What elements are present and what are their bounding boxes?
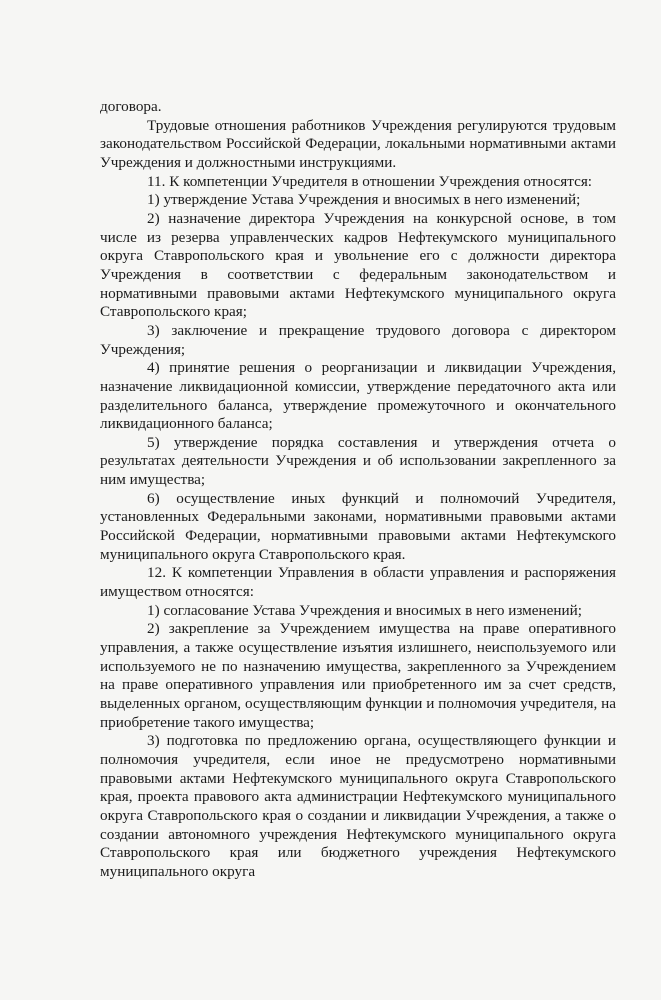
paragraph-item-11: 11. К компетенции Учредителя в отношении Учреждения относятся: (147, 172, 593, 190)
paragraph-item-12-1: 1) согласование Устава Учреждения и вносимых в него изменений; (147, 601, 582, 619)
document-page (100, 98, 616, 882)
paragraph-labor-relations: Трудовые отношения работников Учреждения регулируются трудовым законодательством Российской Федерации, локальными нормативными актами Учреждения и должностными инструкциями. (100, 116, 616, 171)
paragraph-item-12: 12. К компетенции Управления в области управления и распоряжения имуществом относятся: (100, 564, 616, 601)
paragraph-item-11-3: 3) заключение и прекращение трудового договора с директором Учреждения; (100, 321, 616, 358)
paragraph-item-11-2: 2) назначение директора Учреждения на конкурсной основе, в том числе из резерва управленческих кадров Нефтекумского муниципального округа Ставропольского края и увольнение его с должности директора Учреждения в соответствии с федеральным законодательством и нормативными правовыми актами Нефтекумского муниципального округа Ставропольского края; (100, 209, 616, 321)
paragraph-item-11-6: 6) осуществление иных функций и полномочий Учредителя, установленных Федеральными законами, нормативными правовыми актами Российской Федерации, нормативными правовыми актами Нефтекумского муниципального округа Ставропольского края. (100, 489, 616, 563)
paragraph-item-12-2: 2) закрепление за Учреждением имущества на праве оперативного управления, а также осуществление изъятия излишнего, неиспользуемого или используемого не по назначению имущества, закрепленного за Учреждением на праве оперативного управления или приобретенного им за счет средств, выделенных органом, осуществляющим функции и полномочия учредителя, на приобретение такого имущества; (100, 620, 616, 731)
paragraph-item-11-1: 1) утверждение Устава Учреждения и вносимых в него изменений; (147, 191, 581, 209)
paragraph-item-11-5: 5) утверждение порядка составления и утверждения отчета о результатах деятельности Учреждения и об использовании закрепленного за ним имущества; (100, 433, 616, 489)
paragraph-continuation: договора. (100, 98, 162, 115)
paragraph-item-11-4: 4) принятие решения о реорганизации и ликвидации Учреждения, назначение ликвидационной комиссии, утверждение передаточного акта или разделительного баланса, утверждение промежуточного и окончательного ликвидационного баланса; (100, 359, 616, 433)
paragraph-item-12-3: 3) подготовка по предложению органа, осуществляющего функции и полномочия учредителя, если иное не предусмотрено нормативными правовыми актами Нефтекумского муниципального округа Ставропольского края, проекта правового акта администрации Нефтекумского муниципального округа Ставропольского края о создании и ликвидации Учреждения, а также о создании автономного учреждения Нефтекумского муниципального округа Ставропольского края или бюджетного учреждения Нефтекумского муниципального округа (100, 732, 616, 880)
